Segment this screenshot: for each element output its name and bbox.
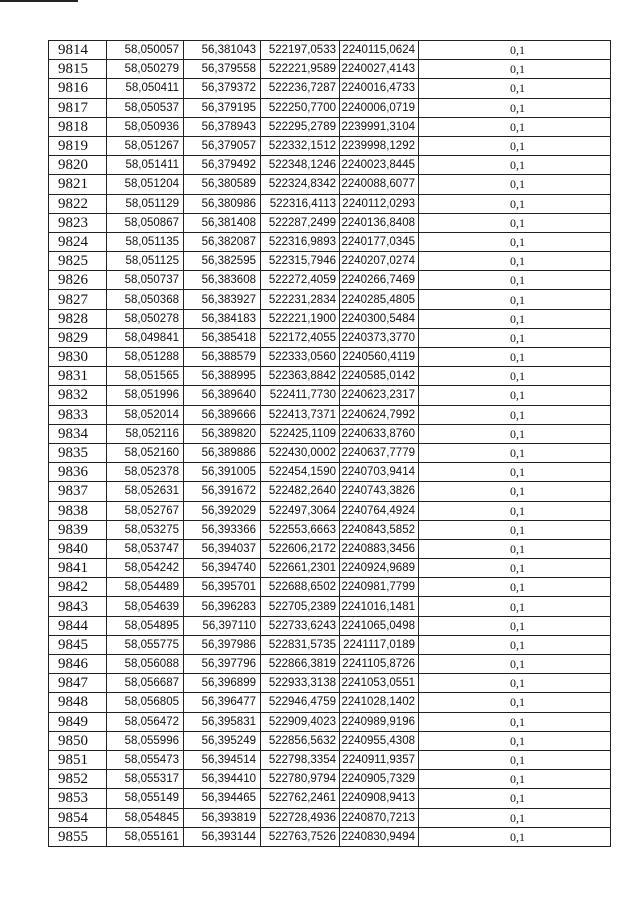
y-coordinate-cell: 2240981,7799 [340,578,419,597]
point-number-cell: 9843 [49,597,107,616]
point-number-cell: 9837 [49,482,107,501]
latitude-cell: 58,051411 [107,156,184,175]
longitude-cell: 56,397986 [184,635,261,654]
latitude-cell: 58,051129 [107,194,184,213]
table-row [49,578,611,597]
table-row [49,789,611,808]
table-row [49,712,611,731]
longitude-cell: 56,381043 [184,41,261,60]
y-coordinate-cell: 2240300,5484 [340,309,419,328]
accuracy-cell: 0,1 [419,175,611,194]
longitude-cell: 56,389820 [184,424,261,443]
point-number-cell: 9823 [49,213,107,232]
y-coordinate-cell: 2240027,4143 [340,60,419,79]
table-row [49,635,611,654]
point-number-cell: 9848 [49,693,107,712]
x-coordinate-cell: 522909,4023 [261,712,340,731]
accuracy-cell: 0,1 [419,616,611,635]
x-coordinate-cell: 522497,3064 [261,501,340,520]
point-number-cell: 9844 [49,616,107,635]
longitude-cell: 56,379372 [184,79,261,98]
y-coordinate-cell: 2240115,0624 [340,41,419,60]
x-coordinate-cell: 522363,8842 [261,367,340,386]
point-number-cell: 9842 [49,578,107,597]
x-coordinate-cell: 522856,5632 [261,731,340,750]
latitude-cell: 58,050867 [107,213,184,232]
point-number-cell: 9815 [49,60,107,79]
point-number-cell: 9831 [49,367,107,386]
y-coordinate-cell: 2240006,0719 [340,98,419,117]
x-coordinate-cell: 522728,4936 [261,808,340,827]
table-row [49,424,611,443]
longitude-cell: 56,393366 [184,520,261,539]
longitude-cell: 56,379492 [184,156,261,175]
point-number-cell: 9846 [49,655,107,674]
table-row [49,827,611,846]
accuracy-cell: 0,1 [419,290,611,309]
table-row [49,559,611,578]
y-coordinate-cell: 2240743,3826 [340,482,419,501]
table-row [49,156,611,175]
y-coordinate-cell: 2240955,4308 [340,731,419,750]
latitude-cell: 58,056088 [107,655,184,674]
point-number-cell: 9816 [49,79,107,98]
longitude-cell: 56,395249 [184,731,261,750]
accuracy-cell: 0,1 [419,309,611,328]
y-coordinate-cell: 2240136,8408 [340,213,419,232]
accuracy-cell: 0,1 [419,539,611,558]
y-coordinate-cell: 2240177,0345 [340,232,419,251]
table-row [49,482,611,501]
longitude-cell: 56,389886 [184,443,261,462]
table-row [49,309,611,328]
latitude-cell: 58,051135 [107,232,184,251]
y-coordinate-cell: 2240623,2317 [340,386,419,405]
latitude-cell: 58,054639 [107,597,184,616]
y-coordinate-cell: 2241065,0498 [340,616,419,635]
table-row [49,79,611,98]
y-coordinate-cell: 2240870,7213 [340,808,419,827]
latitude-cell: 58,053747 [107,539,184,558]
latitude-cell: 58,055161 [107,827,184,846]
longitude-cell: 56,378943 [184,117,261,136]
table-row [49,271,611,290]
latitude-cell: 58,052631 [107,482,184,501]
table-row [49,136,611,155]
table-row [49,674,611,693]
latitude-cell: 58,050279 [107,60,184,79]
point-number-cell: 9834 [49,424,107,443]
x-coordinate-cell: 522197,0533 [261,41,340,60]
table-row [49,328,611,347]
longitude-cell: 56,396899 [184,674,261,693]
y-coordinate-cell: 2241105,8726 [340,655,419,674]
latitude-cell: 58,050537 [107,98,184,117]
point-number-cell: 9835 [49,443,107,462]
longitude-cell: 56,394410 [184,770,261,789]
accuracy-cell: 0,1 [419,559,611,578]
latitude-cell: 58,056805 [107,693,184,712]
x-coordinate-cell: 522172,4055 [261,328,340,347]
longitude-cell: 56,389666 [184,405,261,424]
accuracy-cell: 0,1 [419,712,611,731]
accuracy-cell: 0,1 [419,674,611,693]
latitude-cell: 58,051288 [107,348,184,367]
y-coordinate-cell: 2241117,0189 [340,635,419,654]
table-row [49,367,611,386]
y-coordinate-cell: 2240703,9414 [340,463,419,482]
accuracy-cell: 0,1 [419,520,611,539]
y-coordinate-cell: 2240023,8445 [340,156,419,175]
y-coordinate-cell: 2240207,0274 [340,252,419,271]
x-coordinate-cell: 522688,6502 [261,578,340,597]
longitude-cell: 56,393144 [184,827,261,846]
table-row [49,770,611,789]
x-coordinate-cell: 522866,3819 [261,655,340,674]
longitude-cell: 56,391672 [184,482,261,501]
x-coordinate-cell: 522946,4759 [261,693,340,712]
latitude-cell: 58,051565 [107,367,184,386]
latitude-cell: 58,050368 [107,290,184,309]
longitude-cell: 56,380589 [184,175,261,194]
x-coordinate-cell: 522324,8342 [261,175,340,194]
y-coordinate-cell: 2240560,4119 [340,348,419,367]
point-number-cell: 9822 [49,194,107,213]
point-number-cell: 9819 [49,136,107,155]
table-row [49,60,611,79]
accuracy-cell: 0,1 [419,328,611,347]
longitude-cell: 56,396477 [184,693,261,712]
longitude-cell: 56,394037 [184,539,261,558]
point-number-cell: 9817 [49,98,107,117]
x-coordinate-cell: 522287,2499 [261,213,340,232]
point-number-cell: 9826 [49,271,107,290]
accuracy-cell: 0,1 [419,770,611,789]
coordinates-table [48,40,611,847]
point-number-cell: 9830 [49,348,107,367]
longitude-cell: 56,391005 [184,463,261,482]
point-number-cell: 9829 [49,328,107,347]
y-coordinate-cell: 2240088,6077 [340,175,419,194]
x-coordinate-cell: 522315,7946 [261,252,340,271]
y-coordinate-cell: 2240924,9689 [340,559,419,578]
accuracy-cell: 0,1 [419,443,611,462]
accuracy-cell: 0,1 [419,156,611,175]
longitude-cell: 56,392029 [184,501,261,520]
table-row [49,520,611,539]
table-row [49,693,611,712]
accuracy-cell: 0,1 [419,271,611,290]
x-coordinate-cell: 522606,2172 [261,539,340,558]
latitude-cell: 58,049841 [107,328,184,347]
accuracy-cell: 0,1 [419,252,611,271]
accuracy-cell: 0,1 [419,386,611,405]
y-coordinate-cell: 2241016,1481 [340,597,419,616]
latitude-cell: 58,051125 [107,252,184,271]
table-row [49,175,611,194]
accuracy-cell: 0,1 [419,482,611,501]
y-coordinate-cell: 2240285,4805 [340,290,419,309]
table-row [49,539,611,558]
y-coordinate-cell: 2240112,0293 [340,194,419,213]
longitude-cell: 56,397796 [184,655,261,674]
table-row [49,597,611,616]
accuracy-cell: 0,1 [419,578,611,597]
x-coordinate-cell: 522733,6243 [261,616,340,635]
y-coordinate-cell: 2240905,7329 [340,770,419,789]
point-number-cell: 9838 [49,501,107,520]
latitude-cell: 58,052160 [107,443,184,462]
longitude-cell: 56,379558 [184,60,261,79]
table-row [49,98,611,117]
point-number-cell: 9855 [49,827,107,846]
longitude-cell: 56,383608 [184,271,261,290]
accuracy-cell: 0,1 [419,635,611,654]
latitude-cell: 58,055473 [107,750,184,769]
table-row [49,616,611,635]
table-row [49,117,611,136]
longitude-cell: 56,394465 [184,789,261,808]
y-coordinate-cell: 2239998,1292 [340,136,419,155]
table-row [49,290,611,309]
accuracy-cell: 0,1 [419,693,611,712]
x-coordinate-cell: 522482,2640 [261,482,340,501]
accuracy-cell: 0,1 [419,60,611,79]
y-coordinate-cell: 2240989,9196 [340,712,419,731]
x-coordinate-cell: 522250,7700 [261,98,340,117]
latitude-cell: 58,054845 [107,808,184,827]
longitude-cell: 56,388995 [184,367,261,386]
point-number-cell: 9839 [49,520,107,539]
y-coordinate-cell: 2240830,9494 [340,827,419,846]
latitude-cell: 58,051267 [107,136,184,155]
table-row [49,405,611,424]
latitude-cell: 58,052116 [107,424,184,443]
x-coordinate-cell: 522332,1512 [261,136,340,155]
accuracy-cell: 0,1 [419,405,611,424]
point-number-cell: 9841 [49,559,107,578]
accuracy-cell: 0,1 [419,98,611,117]
point-number-cell: 9849 [49,712,107,731]
accuracy-cell: 0,1 [419,117,611,136]
accuracy-cell: 0,1 [419,789,611,808]
point-number-cell: 9840 [49,539,107,558]
longitude-cell: 56,395701 [184,578,261,597]
x-coordinate-cell: 522231,2834 [261,290,340,309]
table-row [49,808,611,827]
latitude-cell: 58,054242 [107,559,184,578]
latitude-cell: 58,050278 [107,309,184,328]
top-rule [0,0,78,2]
longitude-cell: 56,381408 [184,213,261,232]
x-coordinate-cell: 522661,2301 [261,559,340,578]
accuracy-cell: 0,1 [419,41,611,60]
table-row [49,252,611,271]
accuracy-cell: 0,1 [419,136,611,155]
point-number-cell: 9853 [49,789,107,808]
x-coordinate-cell: 522272,4059 [261,271,340,290]
longitude-cell: 56,394740 [184,559,261,578]
longitude-cell: 56,388579 [184,348,261,367]
point-number-cell: 9820 [49,156,107,175]
longitude-cell: 56,396283 [184,597,261,616]
latitude-cell: 58,056687 [107,674,184,693]
point-number-cell: 9850 [49,731,107,750]
longitude-cell: 56,393819 [184,808,261,827]
table-row [49,501,611,520]
longitude-cell: 56,383927 [184,290,261,309]
x-coordinate-cell: 522316,9893 [261,232,340,251]
table-row [49,731,611,750]
y-coordinate-cell: 2239991,3104 [340,117,419,136]
accuracy-cell: 0,1 [419,463,611,482]
y-coordinate-cell: 2240764,4924 [340,501,419,520]
y-coordinate-cell: 2240908,9413 [340,789,419,808]
longitude-cell: 56,397110 [184,616,261,635]
point-number-cell: 9827 [49,290,107,309]
point-number-cell: 9818 [49,117,107,136]
x-coordinate-cell: 522316,4113 [261,194,340,213]
table-row [49,348,611,367]
latitude-cell: 58,050057 [107,41,184,60]
y-coordinate-cell: 2240883,3456 [340,539,419,558]
x-coordinate-cell: 522454,1590 [261,463,340,482]
point-number-cell: 9825 [49,252,107,271]
y-coordinate-cell: 2240373,3770 [340,328,419,347]
x-coordinate-cell: 522295,2789 [261,117,340,136]
longitude-cell: 56,385418 [184,328,261,347]
point-number-cell: 9851 [49,750,107,769]
y-coordinate-cell: 2240637,7779 [340,443,419,462]
accuracy-cell: 0,1 [419,348,611,367]
table-row [49,232,611,251]
x-coordinate-cell: 522430,0002 [261,443,340,462]
table-row [49,194,611,213]
accuracy-cell: 0,1 [419,213,611,232]
point-number-cell: 9832 [49,386,107,405]
point-number-cell: 9814 [49,41,107,60]
table-row [49,443,611,462]
longitude-cell: 56,389640 [184,386,261,405]
table-row [49,213,611,232]
x-coordinate-cell: 522762,2461 [261,789,340,808]
point-number-cell: 9828 [49,309,107,328]
longitude-cell: 56,394514 [184,750,261,769]
latitude-cell: 58,055775 [107,635,184,654]
accuracy-cell: 0,1 [419,731,611,750]
y-coordinate-cell: 2240585,0142 [340,367,419,386]
latitude-cell: 58,052767 [107,501,184,520]
x-coordinate-cell: 522348,1246 [261,156,340,175]
table-row [49,750,611,769]
x-coordinate-cell: 522425,1109 [261,424,340,443]
longitude-cell: 56,379057 [184,136,261,155]
point-number-cell: 9854 [49,808,107,827]
x-coordinate-cell: 522221,1900 [261,309,340,328]
accuracy-cell: 0,1 [419,79,611,98]
table-row [49,41,611,60]
x-coordinate-cell: 522780,9794 [261,770,340,789]
accuracy-cell: 0,1 [419,232,611,251]
x-coordinate-cell: 522221,9589 [261,60,340,79]
point-number-cell: 9833 [49,405,107,424]
y-coordinate-cell: 2240624,7992 [340,405,419,424]
y-coordinate-cell: 2241028,1402 [340,693,419,712]
accuracy-cell: 0,1 [419,597,611,616]
y-coordinate-cell: 2240266,7469 [340,271,419,290]
table-row [49,655,611,674]
latitude-cell: 58,052378 [107,463,184,482]
x-coordinate-cell: 522553,6663 [261,520,340,539]
accuracy-cell: 0,1 [419,501,611,520]
x-coordinate-cell: 522933,3138 [261,674,340,693]
x-coordinate-cell: 522705,2389 [261,597,340,616]
latitude-cell: 58,054895 [107,616,184,635]
point-number-cell: 9821 [49,175,107,194]
x-coordinate-cell: 522411,7730 [261,386,340,405]
latitude-cell: 58,055149 [107,789,184,808]
latitude-cell: 58,053275 [107,520,184,539]
point-number-cell: 9852 [49,770,107,789]
latitude-cell: 58,056472 [107,712,184,731]
y-coordinate-cell: 2240016,4733 [340,79,419,98]
accuracy-cell: 0,1 [419,827,611,846]
x-coordinate-cell: 522798,3354 [261,750,340,769]
latitude-cell: 58,052014 [107,405,184,424]
x-coordinate-cell: 522333,0560 [261,348,340,367]
latitude-cell: 58,055317 [107,770,184,789]
longitude-cell: 56,395831 [184,712,261,731]
point-number-cell: 9836 [49,463,107,482]
longitude-cell: 56,382595 [184,252,261,271]
latitude-cell: 58,051204 [107,175,184,194]
y-coordinate-cell: 2240911,9357 [340,750,419,769]
point-number-cell: 9847 [49,674,107,693]
x-coordinate-cell: 522413,7371 [261,405,340,424]
longitude-cell: 56,380986 [184,194,261,213]
accuracy-cell: 0,1 [419,655,611,674]
accuracy-cell: 0,1 [419,750,611,769]
latitude-cell: 58,050411 [107,79,184,98]
latitude-cell: 58,050737 [107,271,184,290]
accuracy-cell: 0,1 [419,367,611,386]
latitude-cell: 58,050936 [107,117,184,136]
y-coordinate-cell: 2241053,0551 [340,674,419,693]
point-number-cell: 9824 [49,232,107,251]
coordinates-table-body [49,41,611,847]
accuracy-cell: 0,1 [419,808,611,827]
accuracy-cell: 0,1 [419,424,611,443]
x-coordinate-cell: 522831,5735 [261,635,340,654]
longitude-cell: 56,382087 [184,232,261,251]
table-row [49,386,611,405]
y-coordinate-cell: 2240843,5852 [340,520,419,539]
latitude-cell: 58,055996 [107,731,184,750]
y-coordinate-cell: 2240633,8760 [340,424,419,443]
longitude-cell: 56,384183 [184,309,261,328]
accuracy-cell: 0,1 [419,194,611,213]
latitude-cell: 58,051996 [107,386,184,405]
point-number-cell: 9845 [49,635,107,654]
x-coordinate-cell: 522763,7526 [261,827,340,846]
x-coordinate-cell: 522236,7287 [261,79,340,98]
latitude-cell: 58,054489 [107,578,184,597]
table-row [49,463,611,482]
longitude-cell: 56,379195 [184,98,261,117]
